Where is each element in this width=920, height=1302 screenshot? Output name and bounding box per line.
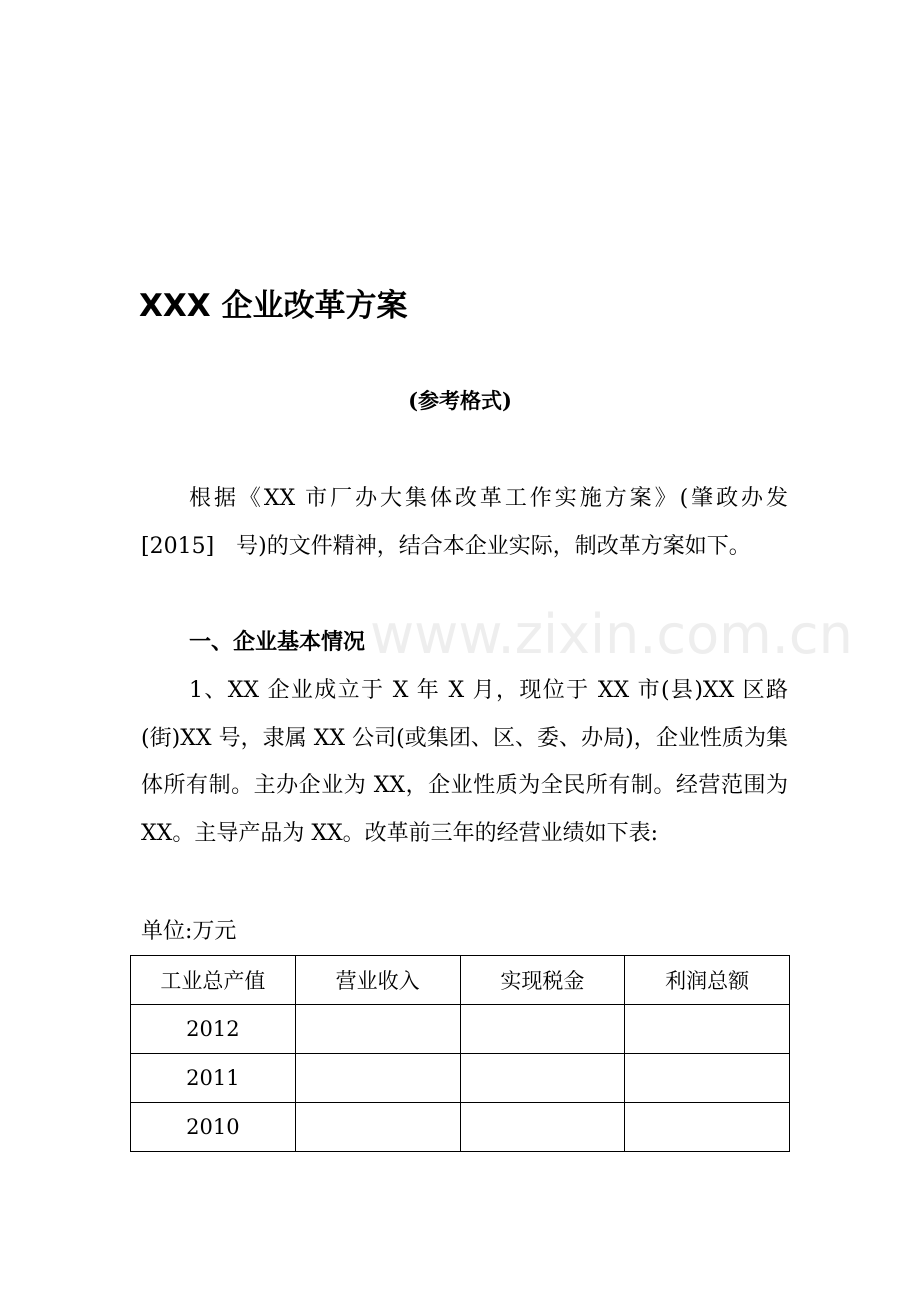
table-cell <box>295 1054 460 1103</box>
table-header-cell: 实现税金 <box>460 956 625 1005</box>
table-cell <box>295 1005 460 1054</box>
intro-paragraph: 根据《XX 市厂办大集体改革工作实施方案》(肇政办发[2015] 号)的文件精神，结合本企业实际，制改革方案如下。 <box>141 486 788 559</box>
table-cell <box>460 1005 625 1054</box>
watermark-text: www.zixin.com.cn <box>370 603 853 666</box>
table-cell: 2012 <box>131 1005 296 1054</box>
table-cell: 2010 <box>131 1103 296 1152</box>
section-1-heading: 一、企业基本情况 <box>189 630 366 655</box>
unit-label: 单位:万元 <box>141 919 237 944</box>
section-1-item-1: 1、XX 企业成立于 X 年 X 月，现位于 XX 市(县)XX 区路(街)XX 号，隶属 XX 公司(或集团、区、委、办局)，企业性质为集体所有制。主办企业为 XX，企业性质为全民所有制。经营范围为 XX。主导产品为 XX。改革前三年的经营业绩如下表: <box>141 678 788 846</box>
table-cell <box>295 1103 460 1152</box>
table-cell <box>460 1054 625 1103</box>
table-row <box>131 1103 790 1152</box>
table-cell <box>625 1005 790 1054</box>
table-row <box>131 1054 790 1103</box>
table-header-cell: 营业收入 <box>295 956 460 1005</box>
table-header-cell: 利润总额 <box>625 956 790 1005</box>
table-header-cell: 工业总产值 <box>131 956 296 1005</box>
table-cell <box>460 1103 625 1152</box>
table-header-row <box>131 956 790 1005</box>
table-cell <box>625 1054 790 1103</box>
document-subtitle: (参考格式) <box>408 388 512 413</box>
table-cell: 2011 <box>131 1054 296 1103</box>
table-row <box>131 1005 790 1054</box>
document-title: XXX 企业改革方案 <box>139 288 408 324</box>
table-cell <box>625 1103 790 1152</box>
performance-table <box>130 955 790 1152</box>
